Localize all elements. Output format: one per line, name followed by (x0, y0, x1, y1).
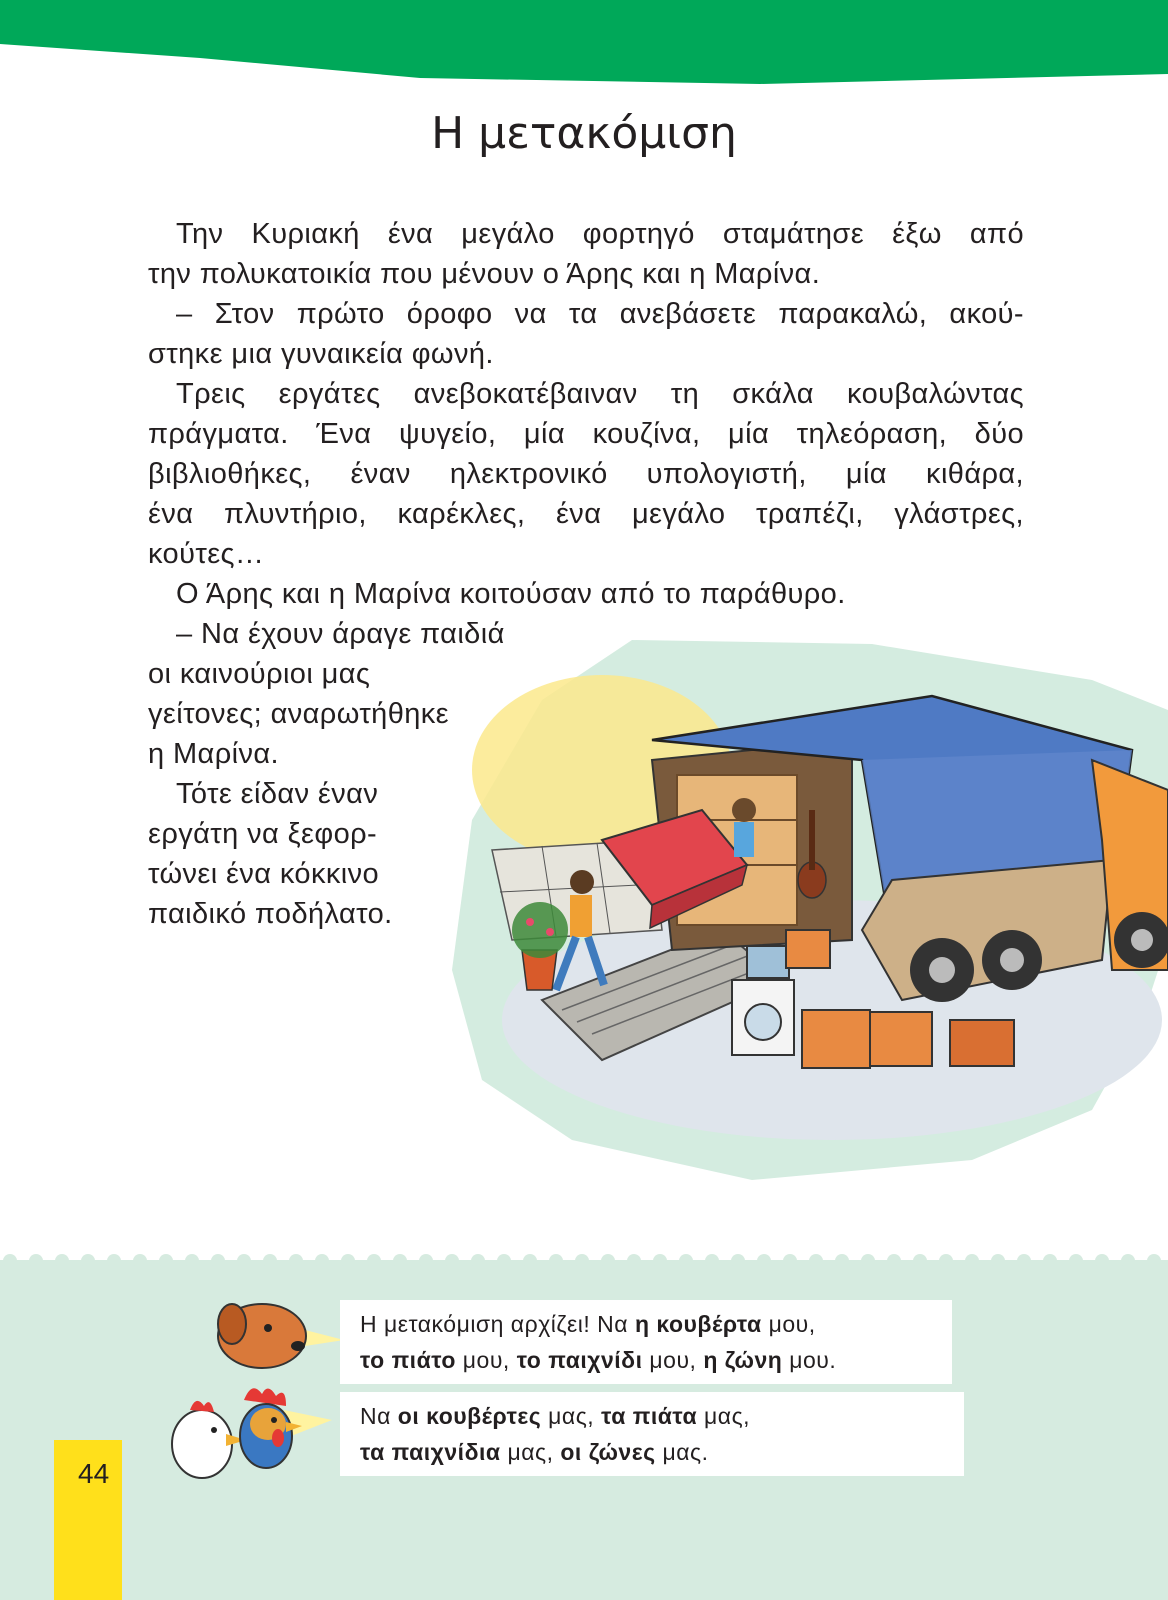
top-green-band (0, 0, 1168, 90)
story-line: Ο Άρης και η Μαρίνα κοιτούσαν από το παράθυρο. (176, 578, 846, 610)
text-segment: μου, (455, 1347, 517, 1373)
singular-line-2 (360, 1342, 938, 1378)
story-line: τώνει ένα κόκκινο (148, 858, 380, 890)
dog-mascot-icon (206, 1300, 346, 1376)
story-line: η Μαρίνα. (148, 738, 279, 770)
bold-phrase: οι ζώνες (560, 1439, 656, 1465)
story-line: Τότε είδαν έναν (176, 778, 379, 810)
story-line: γείτονες; αναρωτήθηκε (148, 698, 449, 730)
singular-speech-box (340, 1300, 952, 1384)
rooster-mascot-icon (224, 1380, 334, 1480)
text-segment: μου, (642, 1347, 704, 1373)
bold-phrase: το παιχνίδι (516, 1347, 643, 1373)
text-segment: μας, (541, 1403, 602, 1429)
moving-truck-illustration (452, 640, 1168, 1180)
bold-phrase: οι κουβέρτες (397, 1403, 542, 1429)
plural-line-2 (360, 1434, 950, 1470)
bold-phrase: τα πιάτα (601, 1403, 698, 1429)
text-segment: μου. (782, 1347, 837, 1373)
story-line: την πολυκατοικία που μένουν ο Άρης και η Μαρίνα. (148, 258, 821, 290)
story-line: Την Κυριακή ένα μεγάλο φορτηγό σταμάτησε έξω από (176, 218, 1024, 250)
story-line: βιβλιοθήκες, έναν ηλεκτρονικό υπολογιστή, μία κιθάρα, (148, 458, 1024, 490)
plural-speech-box (340, 1392, 964, 1476)
bold-phrase: το πιάτο (360, 1347, 456, 1373)
story-line: κούτες… (148, 538, 265, 570)
singular-line-1 (360, 1306, 938, 1342)
story-line: – Στον πρώτο όροφο να τα ανεβάσετε παρακαλώ, ακού- (176, 298, 1024, 330)
bold-phrase: η ζώνη (703, 1347, 783, 1373)
bold-phrase: η κουβέρτα (634, 1311, 762, 1337)
bold-phrase: τα παιχνίδια (360, 1439, 501, 1465)
story-line: πράγματα. Ένα ψυγείο, μία κουζίνα, μία τηλεόραση, δύο (148, 418, 1024, 450)
story-line: στηκε μια γυναικεία φωνή. (148, 338, 494, 370)
plural-line-1 (360, 1398, 950, 1434)
text-segment: μας. (655, 1439, 709, 1465)
page-number: 44 (78, 1458, 110, 1489)
text-segment: μας, (697, 1403, 751, 1429)
dotted-border (0, 1250, 1168, 1272)
story-line: ένα πλυντήριο, καρέκλες, ένα μεγάλο τραπέζι, γλάστρες, (148, 498, 1024, 530)
story-line: παιδικό ποδήλατο. (148, 898, 393, 930)
story-line: Τρεις εργάτες ανεβοκατέβαιναν τη σκάλα κουβαλώντας (176, 378, 1024, 410)
text-segment: μου, (761, 1311, 816, 1337)
page-title: Η μετακόμιση (431, 108, 737, 159)
text-segment: μας, (500, 1439, 561, 1465)
text-segment: Η μετακόμιση αρχίζει! Να (360, 1311, 635, 1337)
story-line: – Να έχουν άραγε παιδιά (176, 618, 505, 650)
text-segment: Να (360, 1403, 398, 1429)
story-line: οι καινούριοι μας (148, 658, 371, 690)
story-line: εργάτη να ξεφορ- (148, 818, 378, 850)
